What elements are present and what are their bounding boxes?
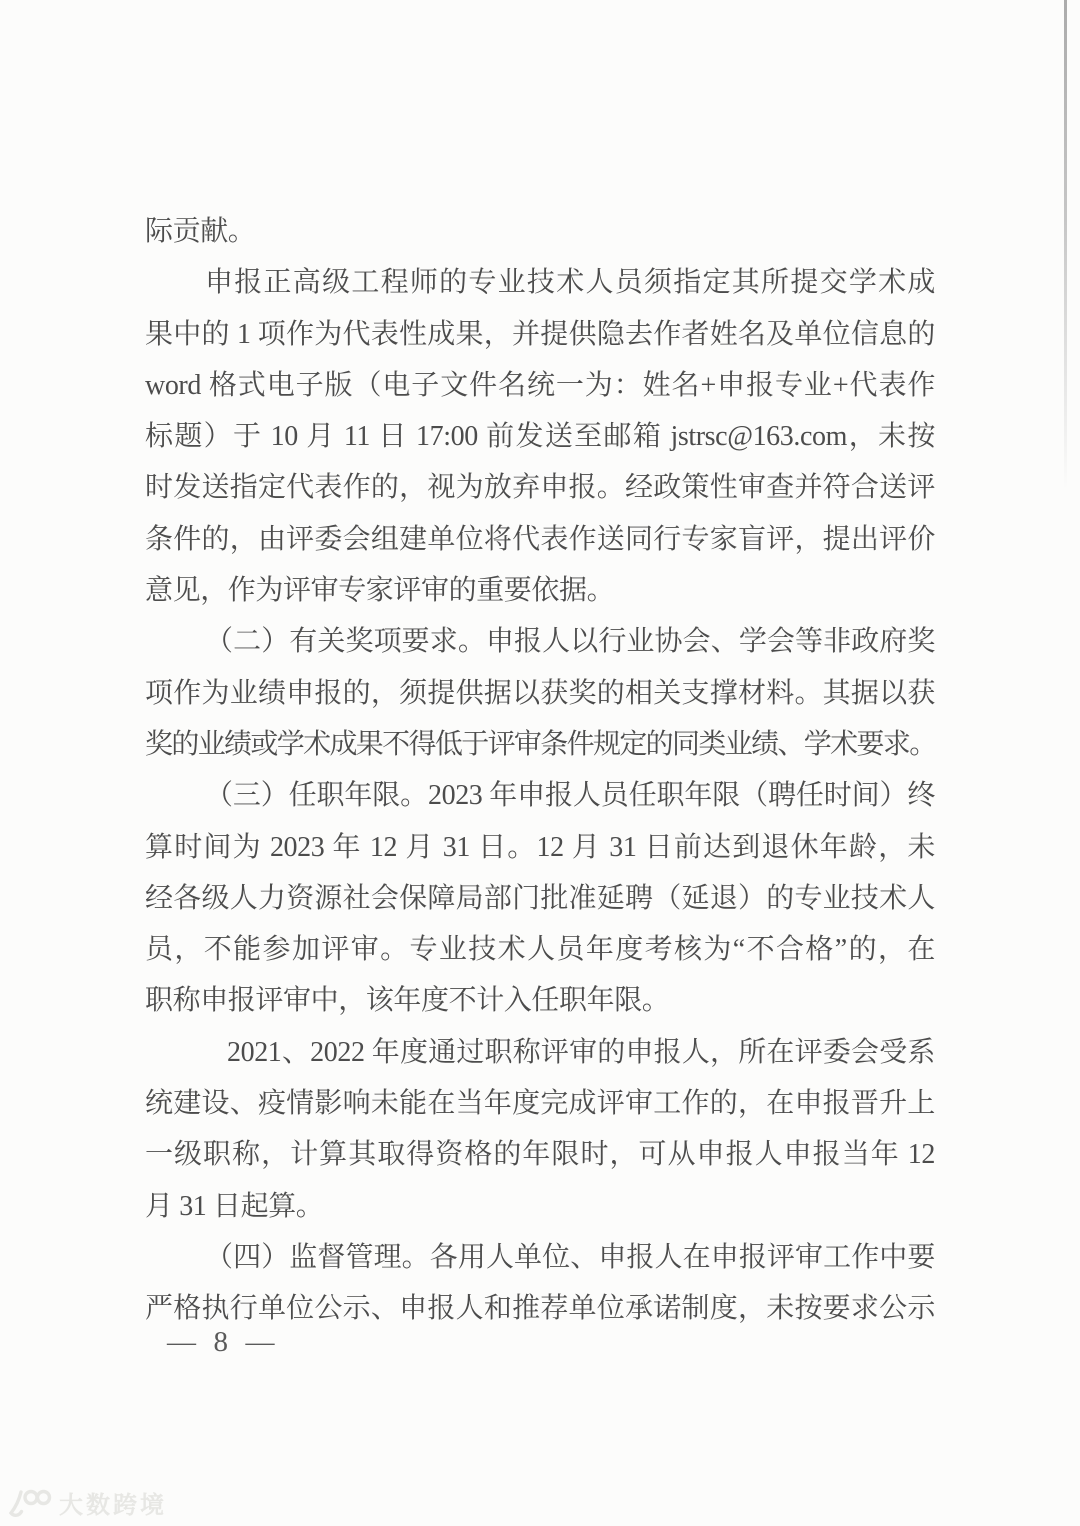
text-line: 时发送指定代表作的，视为放弃申报。经政策性审查并符合送评 bbox=[145, 472, 935, 504]
text-line: （四）监督管理。各用人单位、申报人在申报评审工作中要 bbox=[205, 1241, 935, 1273]
text-line: 员，不能参加评审。专业技术人员年度考核为“不合格”的，在 bbox=[145, 934, 935, 966]
text-line: 职称申报评审中，该年度不计入任职年限。 bbox=[145, 985, 670, 1017]
text-line: 申报正高级工程师的专业技术人员须指定其所提交学术成 bbox=[205, 267, 935, 299]
page-number: — 8 — bbox=[167, 1326, 276, 1358]
text-line: word 格式电子版（电子文件名统一为：姓名+申报专业+代表作 bbox=[145, 369, 935, 401]
watermark bbox=[6, 1485, 167, 1520]
text-line: 严格执行单位公示、申报人和推荐单位承诺制度，未按要求公示 bbox=[145, 1293, 935, 1325]
text-line: 一级职称，计算其取得资格的年限时，可从申报人申报当年 12 bbox=[145, 1139, 935, 1171]
text-line: （三）任职年限。2023 年申报人员任职年限（聘任时间）终 bbox=[205, 780, 935, 812]
text-line: 月 31 日起算。 bbox=[145, 1190, 324, 1222]
scan-artifact-line bbox=[1064, 0, 1067, 490]
text-line: （二）有关奖项要求。申报人以行业协会、学会等非政府奖 bbox=[205, 626, 935, 658]
text-line: 标题）于 10 月 11 日 17:00 前发送至邮箱 jstrsc@163.com，未按 bbox=[145, 421, 935, 453]
text-line: 项作为业绩申报的，须提供据以获奖的相关支撑材料。其据以获 bbox=[145, 677, 935, 709]
text-line: 2021、2022 年度通过职称评审的申报人，所在评委会受系 bbox=[227, 1036, 935, 1068]
text-line: 际贡献。 bbox=[145, 216, 256, 247]
watermark-brand-text: 大数跨境 bbox=[59, 1492, 167, 1519]
text-line: 果中的 1 项作为代表性成果，并提供隐去作者姓名及单位信息的 bbox=[145, 318, 935, 350]
document-body bbox=[145, 206, 935, 1335]
text-line: 奖的业绩或学术成果不得低于评审条件规定的同类业绩、学术要求。 bbox=[145, 728, 935, 760]
text-line: 算时间为 2023 年 12 月 31 日。12 月 31 日前达到退休年龄，未 bbox=[145, 831, 935, 863]
text-line: 经各级人力资源社会保障局部门批准延聘（延退）的专业技术人 bbox=[145, 882, 935, 914]
brand-logo-100-icon bbox=[6, 1487, 52, 1519]
text-line: 意见，作为评审专家评审的重要依据。 bbox=[145, 575, 615, 607]
text-line: 条件的，由评委会组建单位将代表作送同行专家盲评，提出评价 bbox=[145, 523, 935, 555]
text-line: 统建设、疫情影响未能在当年度完成评审工作的，在申报晋升上 bbox=[145, 1088, 935, 1120]
